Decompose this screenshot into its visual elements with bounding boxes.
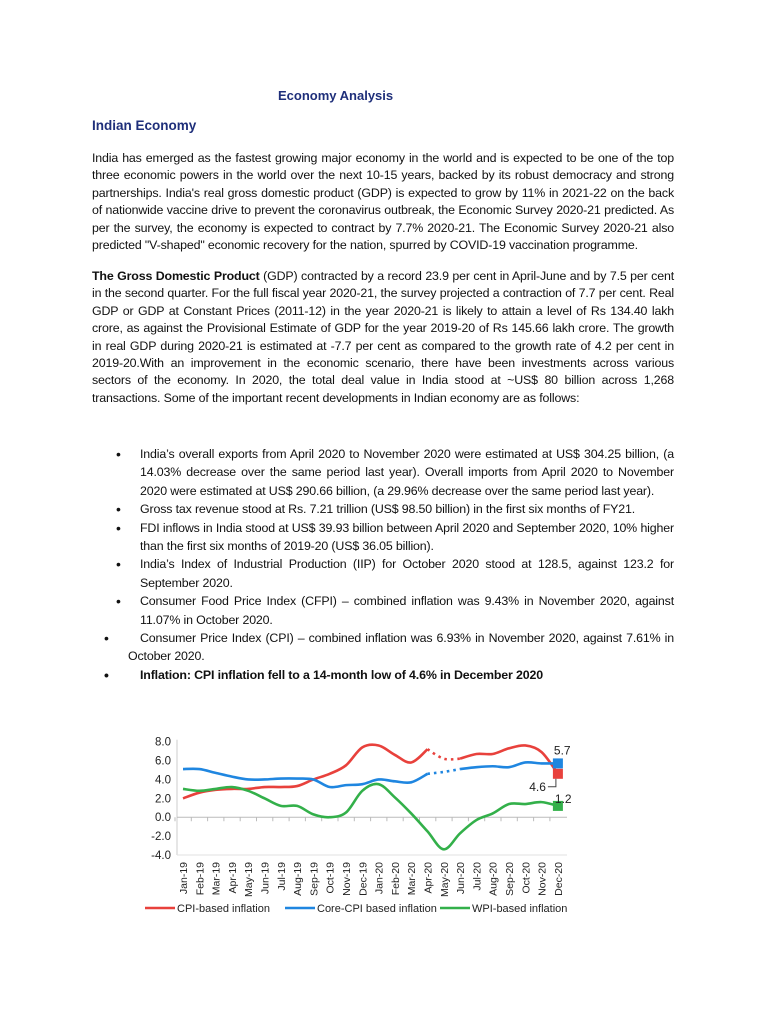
y-tick-label: 2.0 xyxy=(155,793,171,806)
x-tick-label: Feb-20 xyxy=(389,862,402,896)
x-tick-label: Oct-19 xyxy=(324,862,337,894)
x-tick-label: Aug-19 xyxy=(292,862,305,896)
list-item-text: India’s overall exports from April 2020 to November 2020 were estimated at US$ 304.25 billion, (a 14.03% decrease over the same period last year). Overall imports from April 2020 to November 2020 were estimated at US$ 290.66 billion, (a 29.96% decrease over the same period last year). xyxy=(140,447,674,498)
list-item-text: Consumer Food Price Index (CFPI) – combined inflation was 9.43% in November 2020, against 11.07% in October 2020. xyxy=(140,594,674,627)
x-tick-label: Apr-20 xyxy=(422,862,435,894)
legend-label: CPI-based inflation xyxy=(177,903,270,915)
x-tick-label: Jun-19 xyxy=(259,862,272,895)
core-end-label: 5.7 xyxy=(553,743,571,758)
x-tick-label: Feb-19 xyxy=(194,862,207,896)
x-tick-label: Dec-20 xyxy=(552,862,565,896)
list-item-text: FDI inflows in India stood at US$ 39.93 billion between April 2020 and September 2020, 10% higher than the first six months of 2019-20 (US$ 36.05 billion). xyxy=(140,520,674,554)
list-item-text: India’s Index of Industrial Production (IIP) for October 2020 stood at 128.5, against 123.2 for September 2020. xyxy=(140,557,674,590)
wpi-end-label: 1.2 xyxy=(554,791,572,806)
legend-label: WPI-based inflation xyxy=(472,903,568,915)
x-tick-label: Nov-20 xyxy=(536,862,549,896)
series-line-dotted xyxy=(428,769,461,774)
x-tick-label: Mar-19 xyxy=(210,862,223,896)
x-tick-label: Dec-19 xyxy=(357,862,370,896)
intro-paragraph: India has emerged as the fastest growing major economy in the world and is expected to be one of the top three economic powers in the world over the next 10-15 years, backed by its robust democracy and strong partnerships. India's real gross domestic product (GDP) is expected to grow by 11% in 2021-22 on the back of nationwide vaccine drive to prevent the coronavirus outbreak, the Economic Survey 2020-21 predicted. As per the survey, the economy is expected to contract by 7.7% 2020-21. The Economic Survey 2020-21 also predicted "V-shaped" economic recovery for the nation, spurred by COVID-19 vaccination programme. xyxy=(92,151,674,253)
document-title: Economy Analysis xyxy=(278,88,394,103)
series-line xyxy=(183,784,558,849)
list-item xyxy=(116,519,674,556)
x-tick-label: Jan-20 xyxy=(373,862,386,895)
list-item xyxy=(116,500,674,518)
list-item xyxy=(104,629,674,666)
end-marker xyxy=(553,758,563,768)
x-tick-label: May-20 xyxy=(438,862,451,898)
series-line-dotted xyxy=(428,749,461,759)
section-heading: Indian Economy xyxy=(92,118,197,133)
x-tick-label: Jan-19 xyxy=(178,862,190,895)
y-tick-label: -4.0 xyxy=(151,850,171,862)
cpi-end-label: 4.6 xyxy=(529,779,546,794)
bullet-icon: • xyxy=(116,501,121,518)
list-item xyxy=(116,592,674,629)
x-tick-label: May-19 xyxy=(243,862,256,898)
gdp-lead: The Gross Domestic Product xyxy=(92,269,260,283)
y-tick-label: 6.0 xyxy=(155,755,171,768)
gdp-text: (GDP) contracted by a record 23.9 per cent in April-June and by 7.5 per cent in the second quarter. For the full fiscal year 2020-21, the survey projected a contraction of 7.7 per cent. Real GDP or GDP at Constant Prices (2011-12) in the year 2020-21 is likely to attain a level of Rs 134.40 lakh crore, as against the Provisional Estimate of GDP for the year 2019-20 of Rs 145.66 lakh crore. The growth in real GDP during 2020-21 is estimated at -7.7 per cent as compared to the growth rate of 4.2 per cent in 2019-20.With an improvement in the economic scenario, there have been investments across various sectors of the economy. In 2020, the total deal value in India stood at ~US$ 80 billion across 1,268 transactions. Some of the important recent developments in Indian economy are as follows: xyxy=(92,269,674,405)
developments-list xyxy=(0,445,768,684)
x-tick-label: Aug-20 xyxy=(487,862,500,896)
bullet-icon: • xyxy=(104,630,109,647)
bullet-icon: • xyxy=(116,593,121,610)
cpi-label-leader xyxy=(548,779,556,787)
x-tick-label: Jul-19 xyxy=(275,862,288,891)
x-tick-label: Jun-20 xyxy=(455,862,468,895)
list-item xyxy=(116,445,674,500)
series-line xyxy=(460,762,558,769)
x-tick-label: Nov-19 xyxy=(341,862,353,896)
list-item-text: Inflation: CPI inflation fell to a 14-month low of 4.6% in December 2020 xyxy=(140,667,543,682)
inflation-chart xyxy=(140,715,580,925)
y-tick-label: -2.0 xyxy=(151,831,171,844)
list-item xyxy=(104,666,674,684)
bullet-icon: • xyxy=(116,556,121,573)
list-item xyxy=(116,555,674,592)
legend-label: Core-CPI based inflation xyxy=(317,903,437,915)
list-item-text: Consumer Price Index (CPI) – combined inflation was 6.93% in November 2020, against 7.61% in October 2020. xyxy=(128,631,674,664)
x-tick-label: Apr-19 xyxy=(226,862,239,894)
end-marker xyxy=(553,769,563,779)
x-tick-label: Sep-20 xyxy=(504,862,516,896)
x-tick-label: Oct-20 xyxy=(520,862,533,894)
series-line xyxy=(460,745,558,773)
bullet-icon: • xyxy=(116,446,121,462)
y-tick-label: 8.0 xyxy=(155,736,171,749)
bullet-icon: • xyxy=(116,519,121,536)
list-item-text: Gross tax revenue stood at Rs. 7.21 trillion (US$ 98.50 billion) in the first six months of FY21. xyxy=(140,502,636,517)
gdp-paragraph xyxy=(92,268,674,407)
y-tick-label: 4.0 xyxy=(155,774,171,787)
y-tick-label: 0.0 xyxy=(155,812,171,825)
series-line xyxy=(183,745,428,799)
x-tick-label: Mar-20 xyxy=(406,862,419,896)
bullet-icon: • xyxy=(104,666,109,683)
x-tick-label: Sep-19 xyxy=(308,862,321,896)
x-tick-label: Jul-20 xyxy=(471,862,484,891)
